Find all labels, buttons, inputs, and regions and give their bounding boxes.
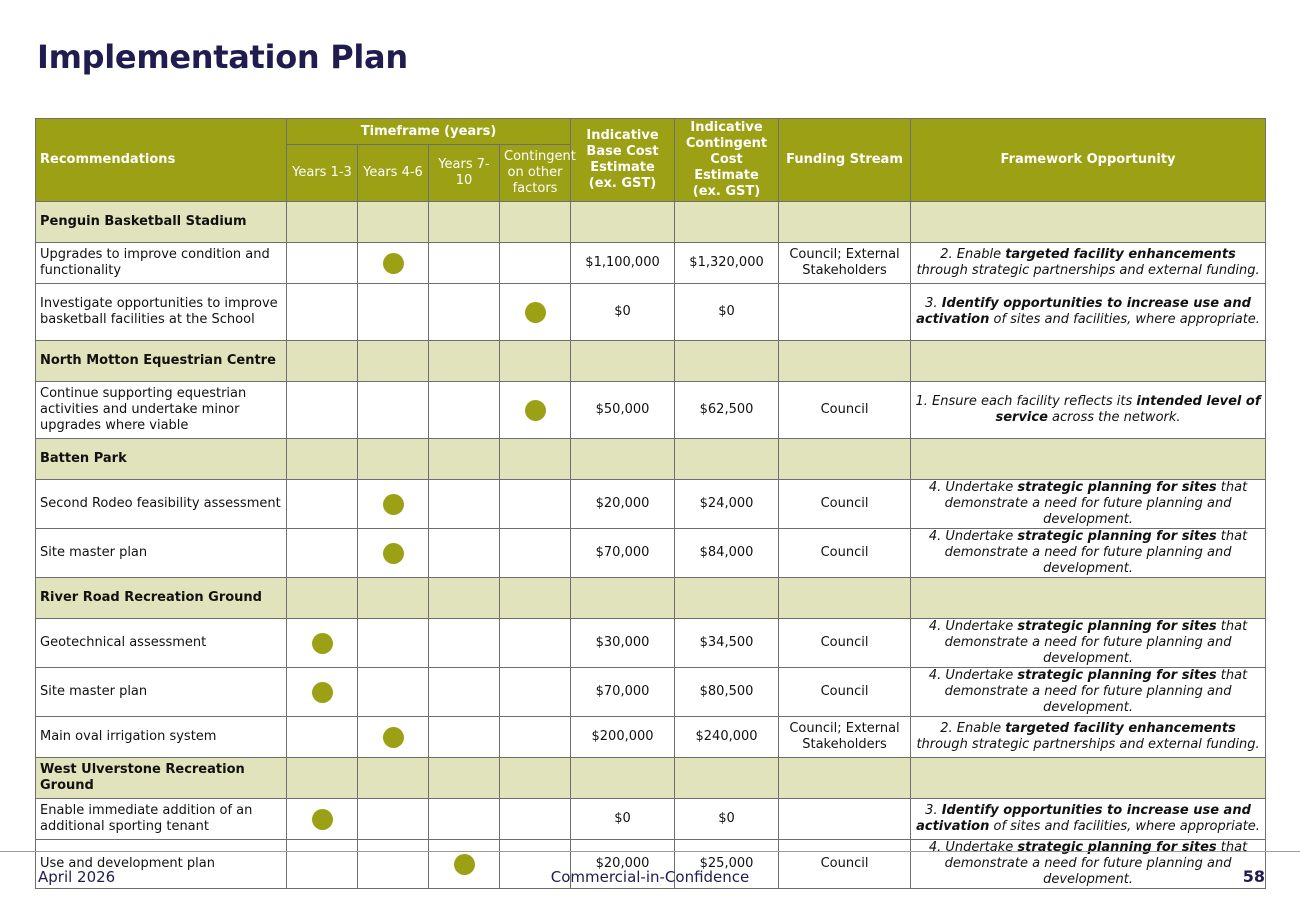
timeframe-cell-years-1-3: [287, 284, 358, 341]
timeframe-cell-years-1-3: [287, 619, 358, 668]
contingent-cost-cell: $1,320,000: [675, 243, 779, 284]
framework-emphasis-text: strategic planning for sites: [1017, 619, 1217, 634]
timeframe-cell-years-7-10: [429, 382, 500, 439]
framework-lead-text: 2. Enable: [940, 721, 1006, 736]
section-empty-cell: [500, 439, 571, 480]
framework-emphasis-text: Identify opportunities to increase use and activation: [916, 296, 1251, 327]
base-cost-cell: $0: [571, 799, 675, 840]
framework-trail-text: that demonstrate a need for future planning and development.: [944, 529, 1248, 576]
recommendation-cell: Geotechnical assessment: [36, 619, 287, 668]
timeframe-cell-contingent: [500, 529, 571, 578]
recommendation-cell: Enable immediate addition of an additional sporting tenant: [36, 799, 287, 840]
header-contingent: Contingent on other factors: [500, 145, 571, 202]
section-row: [36, 439, 1266, 480]
recommendation-cell: Continue supporting equestrian activities and undertake minor upgrades where viable: [36, 382, 287, 439]
framework-emphasis-text: Identify opportunities to increase use and activation: [916, 803, 1251, 834]
section-empty-cell: [429, 202, 500, 243]
framework-trail-text: through strategic partnerships and external funding.: [916, 737, 1260, 752]
contingent-cost-cell: $62,500: [675, 382, 779, 439]
section-empty-cell: [429, 578, 500, 619]
timeframe-marker-dot: [312, 809, 333, 830]
timeframe-marker-dot: [383, 727, 404, 748]
recommendation-cell: Site master plan: [36, 529, 287, 578]
section-empty-cell: [358, 341, 429, 382]
section-empty-cell: [911, 202, 1266, 243]
framework-opportunity-cell: [911, 717, 1266, 758]
timeframe-cell-years-4-6: [358, 529, 429, 578]
recommendation-cell: Second Rodeo feasibility assessment: [36, 480, 287, 529]
contingent-cost-cell: $80,500: [675, 668, 779, 717]
section-name: Penguin Basketball Stadium: [36, 202, 287, 243]
section-empty-cell: [287, 578, 358, 619]
implementation-plan-table: [35, 118, 1266, 889]
timeframe-cell-years-1-3: [287, 382, 358, 439]
timeframe-cell-contingent: [500, 619, 571, 668]
page-title: Implementation Plan: [37, 38, 408, 76]
table-row: [36, 717, 1266, 758]
section-empty-cell: [911, 341, 1266, 382]
header-timeframe: Timeframe (years): [287, 119, 571, 145]
timeframe-marker-dot: [525, 400, 546, 421]
framework-opportunity-cell: [911, 840, 1266, 889]
funding-stream-cell: Council: [779, 382, 911, 439]
timeframe-cell-years-1-3: [287, 799, 358, 840]
section-empty-cell: [675, 202, 779, 243]
framework-lead-text: 2. Enable: [940, 247, 1006, 262]
framework-emphasis-text: strategic planning for sites: [1017, 480, 1217, 495]
contingent-cost-cell: $240,000: [675, 717, 779, 758]
table-row: [36, 619, 1266, 668]
timeframe-cell-contingent: [500, 799, 571, 840]
contingent-cost-cell: $24,000: [675, 480, 779, 529]
framework-emphasis-text: strategic planning for sites: [1017, 668, 1217, 683]
framework-lead-text: 4. Undertake: [928, 529, 1018, 544]
timeframe-cell-contingent: [500, 668, 571, 717]
timeframe-cell-years-1-3: [287, 480, 358, 529]
timeframe-cell-years-4-6: [358, 619, 429, 668]
funding-stream-cell: Council: [779, 840, 911, 889]
base-cost-cell: $20,000: [571, 480, 675, 529]
framework-lead-text: 4. Undertake: [928, 840, 1018, 855]
table-row: [36, 243, 1266, 284]
table-row: [36, 799, 1266, 840]
timeframe-cell-years-4-6: [358, 717, 429, 758]
header-recommendations: Recommendations: [36, 119, 287, 202]
contingent-cost-cell: $34,500: [675, 619, 779, 668]
header-framework-opportunity: Framework Opportunity: [911, 119, 1266, 202]
section-empty-cell: [779, 439, 911, 480]
section-empty-cell: [500, 758, 571, 799]
section-empty-cell: [779, 758, 911, 799]
framework-trail-text: of sites and facilities, where appropriate.: [989, 819, 1260, 834]
timeframe-cell-years-7-10: [429, 668, 500, 717]
timeframe-cell-years-1-3: [287, 243, 358, 284]
section-empty-cell: [675, 758, 779, 799]
timeframe-cell-years-4-6: [358, 840, 429, 889]
timeframe-cell-years-4-6: [358, 284, 429, 341]
section-empty-cell: [287, 439, 358, 480]
section-empty-cell: [675, 578, 779, 619]
funding-stream-cell: [779, 799, 911, 840]
table-row: [36, 284, 1266, 341]
section-name: Batten Park: [36, 439, 287, 480]
section-empty-cell: [675, 341, 779, 382]
contingent-cost-cell: $0: [675, 284, 779, 341]
base-cost-cell: $70,000: [571, 529, 675, 578]
header-years-4-6: Years 4-6: [358, 145, 429, 202]
timeframe-cell-years-7-10: [429, 284, 500, 341]
base-cost-cell: $50,000: [571, 382, 675, 439]
timeframe-marker-dot: [383, 494, 404, 515]
timeframe-marker-dot: [312, 682, 333, 703]
timeframe-cell-years-7-10: [429, 717, 500, 758]
timeframe-cell-contingent: [500, 717, 571, 758]
section-empty-cell: [287, 202, 358, 243]
footer-date: April 2026: [38, 868, 116, 886]
funding-stream-cell: Council: [779, 480, 911, 529]
funding-stream-cell: Council: [779, 529, 911, 578]
base-cost-cell: $30,000: [571, 619, 675, 668]
framework-trail-text: that demonstrate a need for future planning and development.: [944, 668, 1248, 715]
header-contingent-cost: Indicative Contingent Cost Estimate (ex. GST): [675, 119, 779, 202]
timeframe-marker-dot: [312, 633, 333, 654]
section-empty-cell: [571, 202, 675, 243]
timeframe-cell-contingent: [500, 243, 571, 284]
timeframe-cell-years-4-6: [358, 799, 429, 840]
section-empty-cell: [358, 439, 429, 480]
framework-emphasis-text: targeted facility enhancements: [1005, 247, 1236, 262]
section-empty-cell: [571, 341, 675, 382]
timeframe-cell-years-4-6: [358, 480, 429, 529]
section-empty-cell: [779, 578, 911, 619]
table-row: [36, 382, 1266, 439]
base-cost-cell: $1,100,000: [571, 243, 675, 284]
funding-stream-cell: Council: [779, 668, 911, 717]
section-empty-cell: [571, 758, 675, 799]
recommendation-cell: Main oval irrigation system: [36, 717, 287, 758]
recommendation-cell: Investigate opportunities to improve basketball facilities at the School: [36, 284, 287, 341]
framework-trail-text: that demonstrate a need for future planning and development.: [944, 840, 1248, 887]
contingent-cost-cell: $84,000: [675, 529, 779, 578]
framework-lead-text: 1. Ensure each facility reflects its: [915, 394, 1137, 409]
section-empty-cell: [911, 439, 1266, 480]
section-row: [36, 202, 1266, 243]
section-empty-cell: [571, 439, 675, 480]
table-row: [36, 480, 1266, 529]
timeframe-cell-years-4-6: [358, 668, 429, 717]
section-empty-cell: [429, 758, 500, 799]
timeframe-cell-years-1-3: [287, 840, 358, 889]
funding-stream-cell: Council: [779, 619, 911, 668]
page-number: 58: [1242, 867, 1265, 886]
timeframe-cell-contingent: [500, 480, 571, 529]
recommendation-cell: Use and development plan: [36, 840, 287, 889]
section-row: [36, 758, 1266, 799]
framework-emphasis-text: strategic planning for sites: [1017, 529, 1217, 544]
section-empty-cell: [500, 341, 571, 382]
recommendation-cell: Site master plan: [36, 668, 287, 717]
section-empty-cell: [287, 758, 358, 799]
timeframe-marker-dot: [383, 543, 404, 564]
framework-trail-text: that demonstrate a need for future planning and development.: [944, 619, 1248, 666]
section-empty-cell: [911, 758, 1266, 799]
timeframe-cell-years-4-6: [358, 243, 429, 284]
contingent-cost-cell: $0: [675, 799, 779, 840]
recommendation-cell: Upgrades to improve condition and functionality: [36, 243, 287, 284]
section-empty-cell: [358, 758, 429, 799]
section-name: West Ulverstone Recreation Ground: [36, 758, 287, 799]
header-funding-stream: Funding Stream: [779, 119, 911, 202]
section-empty-cell: [358, 578, 429, 619]
framework-emphasis-text: strategic planning for sites: [1017, 840, 1217, 855]
table-row: [36, 668, 1266, 717]
framework-trail-text: across the network.: [1047, 410, 1181, 425]
base-cost-cell: $20,000: [571, 840, 675, 889]
section-empty-cell: [571, 578, 675, 619]
framework-opportunity-cell: [911, 480, 1266, 529]
section-empty-cell: [675, 439, 779, 480]
footer-classification: Commercial-in-Confidence: [550, 868, 750, 886]
timeframe-cell-years-7-10: [429, 480, 500, 529]
header-base-cost: Indicative Base Cost Estimate (ex. GST): [571, 119, 675, 202]
section-name: River Road Recreation Ground: [36, 578, 287, 619]
timeframe-cell-years-1-3: [287, 717, 358, 758]
contingent-cost-cell: $25,000: [675, 840, 779, 889]
framework-trail-text: of sites and facilities, where appropriate.: [989, 312, 1260, 327]
timeframe-cell-years-7-10: [429, 243, 500, 284]
header-years-1-3: Years 1-3: [287, 145, 358, 202]
section-empty-cell: [429, 341, 500, 382]
base-cost-cell: $70,000: [571, 668, 675, 717]
framework-emphasis-text: intended level of service: [995, 394, 1261, 425]
table-row: [36, 529, 1266, 578]
framework-opportunity-cell: [911, 668, 1266, 717]
framework-lead-text: 4. Undertake: [928, 619, 1018, 634]
timeframe-cell-years-4-6: [358, 382, 429, 439]
timeframe-cell-years-7-10: [429, 529, 500, 578]
timeframe-cell-contingent: [500, 284, 571, 341]
funding-stream-cell: Council; External Stakeholders: [779, 243, 911, 284]
timeframe-cell-contingent: [500, 382, 571, 439]
framework-opportunity-cell: [911, 243, 1266, 284]
timeframe-cell-years-7-10: [429, 619, 500, 668]
section-empty-cell: [500, 578, 571, 619]
timeframe-cell-years-7-10: [429, 799, 500, 840]
header-years-7-10: Years 7-10: [429, 145, 500, 202]
section-empty-cell: [911, 578, 1266, 619]
framework-emphasis-text: targeted facility enhancements: [1005, 721, 1236, 736]
table-body: [36, 202, 1266, 889]
base-cost-cell: $200,000: [571, 717, 675, 758]
section-row: [36, 341, 1266, 382]
framework-lead-text: 4. Undertake: [928, 668, 1018, 683]
framework-opportunity-cell: [911, 284, 1266, 341]
section-empty-cell: [287, 341, 358, 382]
framework-opportunity-cell: [911, 382, 1266, 439]
framework-opportunity-cell: [911, 619, 1266, 668]
framework-opportunity-cell: [911, 799, 1266, 840]
section-empty-cell: [500, 202, 571, 243]
timeframe-cell-years-1-3: [287, 529, 358, 578]
framework-lead-text: 4. Undertake: [928, 480, 1018, 495]
framework-lead-text: 3.: [925, 803, 942, 818]
section-empty-cell: [358, 202, 429, 243]
funding-stream-cell: [779, 284, 911, 341]
section-name: North Motton Equestrian Centre: [36, 341, 287, 382]
base-cost-cell: $0: [571, 284, 675, 341]
section-row: [36, 578, 1266, 619]
framework-trail-text: through strategic partnerships and external funding.: [916, 263, 1260, 278]
framework-opportunity-cell: [911, 529, 1266, 578]
timeframe-cell-years-1-3: [287, 668, 358, 717]
section-empty-cell: [779, 202, 911, 243]
timeframe-marker-dot: [383, 253, 404, 274]
timeframe-marker-dot: [525, 302, 546, 323]
section-empty-cell: [779, 341, 911, 382]
footer-divider: [0, 851, 1300, 852]
framework-lead-text: 3.: [925, 296, 942, 311]
section-empty-cell: [429, 439, 500, 480]
framework-trail-text: that demonstrate a need for future planning and development.: [944, 480, 1248, 527]
funding-stream-cell: Council; External Stakeholders: [779, 717, 911, 758]
